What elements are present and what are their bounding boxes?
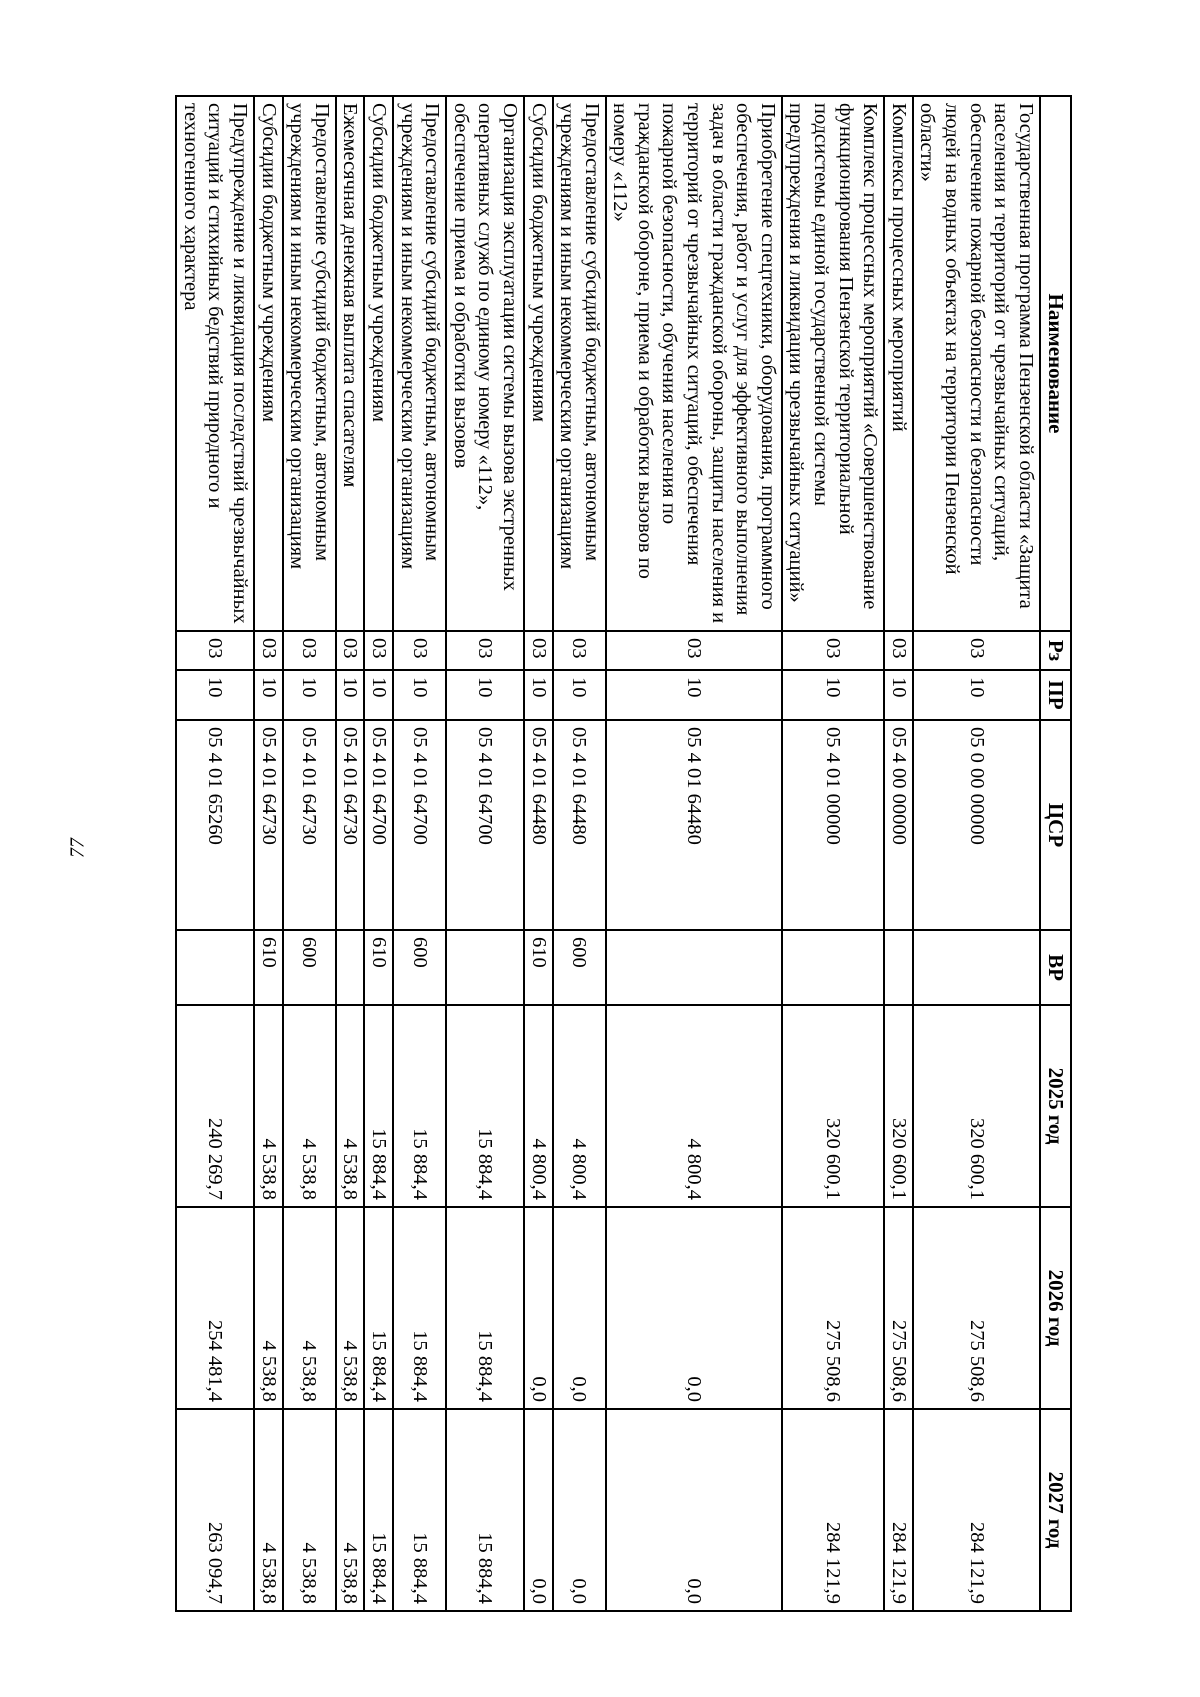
row-pr: 10 <box>393 670 446 720</box>
row-pr: 10 <box>176 670 254 720</box>
row-2027: 0,0 <box>524 1409 553 1611</box>
row-csr: 05 4 01 64730 <box>336 720 365 930</box>
table-body <box>176 96 1040 1611</box>
row-pr: 10 <box>606 670 782 720</box>
row-csr: 05 4 01 64730 <box>254 720 283 930</box>
row-vr <box>446 930 524 1005</box>
header-name: Наименование <box>1040 96 1071 631</box>
row-2027: 284 121,9 <box>884 1409 913 1611</box>
page-number: 77 <box>66 838 89 858</box>
table-row <box>606 96 782 1611</box>
row-vr <box>336 930 365 1005</box>
row-name: Ежемесячная денежная выплата спасателям <box>336 96 365 631</box>
table-row <box>446 96 524 1611</box>
row-2026: 15 884,4 <box>364 1207 393 1409</box>
row-2027: 15 884,4 <box>364 1409 393 1611</box>
row-pr: 10 <box>553 670 606 720</box>
header-vr: ВР <box>1040 930 1071 1005</box>
row-rz: 03 <box>364 631 393 670</box>
row-csr: 05 0 00 00000 <box>913 720 1040 930</box>
row-2025: 4 538,8 <box>336 1005 365 1207</box>
row-vr <box>606 930 782 1005</box>
table-row <box>553 96 606 1611</box>
row-2027: 0,0 <box>606 1409 782 1611</box>
header-2026: 2026 год <box>1040 1207 1071 1409</box>
row-rz: 03 <box>606 631 782 670</box>
row-vr: 600 <box>393 930 446 1005</box>
row-2026: 275 508,6 <box>913 1207 1040 1409</box>
row-csr: 05 4 01 64700 <box>446 720 524 930</box>
row-rz: 03 <box>176 631 254 670</box>
header-csr: ЦСР <box>1040 720 1071 930</box>
row-pr: 10 <box>524 670 553 720</box>
row-2025: 320 600,1 <box>884 1005 913 1207</box>
row-csr: 05 4 01 64700 <box>364 720 393 930</box>
row-2025: 15 884,4 <box>446 1005 524 1207</box>
table-row <box>364 96 393 1611</box>
row-2027: 4 538,8 <box>254 1409 283 1611</box>
row-name: Субсидии бюджетным учреждениям <box>254 96 283 631</box>
row-2026: 4 538,8 <box>283 1207 336 1409</box>
table-row <box>884 96 913 1611</box>
row-name: Субсидии бюджетным учреждениям <box>524 96 553 631</box>
row-pr: 10 <box>283 670 336 720</box>
row-2026: 275 508,6 <box>884 1207 913 1409</box>
table-row <box>524 96 553 1611</box>
table-row <box>393 96 446 1611</box>
row-csr: 05 4 01 65260 <box>176 720 254 930</box>
row-2026: 0,0 <box>553 1207 606 1409</box>
row-2025: 320 600,1 <box>913 1005 1040 1207</box>
row-2025: 15 884,4 <box>393 1005 446 1207</box>
row-name: Предоставление субсидий бюджетным, автономным учреждениям и иным некоммерческим организациям <box>283 96 336 631</box>
row-vr: 610 <box>524 930 553 1005</box>
table-row <box>254 96 283 1611</box>
header-rz: Рз <box>1040 631 1071 670</box>
row-vr: 610 <box>364 930 393 1005</box>
row-2026: 15 884,4 <box>446 1207 524 1409</box>
row-name: Предоставление субсидий бюджетным, автономным учреждениям и иным некоммерческим организациям <box>393 96 446 631</box>
row-2025: 4 800,4 <box>524 1005 553 1207</box>
row-2026: 275 508,6 <box>782 1207 884 1409</box>
row-rz: 03 <box>884 631 913 670</box>
row-2026: 0,0 <box>524 1207 553 1409</box>
row-vr: 600 <box>283 930 336 1005</box>
row-2027: 0,0 <box>553 1409 606 1611</box>
table-row <box>913 96 1040 1611</box>
row-2025: 4 538,8 <box>283 1005 336 1207</box>
table-header-row <box>1040 96 1071 1611</box>
row-2026: 0,0 <box>606 1207 782 1409</box>
budget-table <box>175 95 1072 1612</box>
row-2027: 4 538,8 <box>283 1409 336 1611</box>
row-pr: 10 <box>913 670 1040 720</box>
row-vr <box>782 930 884 1005</box>
row-name: Предоставление субсидий бюджетным, автономным учреждениям и иным некоммерческим организациям <box>553 96 606 631</box>
row-vr: 610 <box>254 930 283 1005</box>
row-2026: 254 481,4 <box>176 1207 254 1409</box>
row-rz: 03 <box>336 631 365 670</box>
row-2026: 4 538,8 <box>254 1207 283 1409</box>
table-row <box>283 96 336 1611</box>
row-csr: 05 4 01 64480 <box>606 720 782 930</box>
row-csr: 05 4 00 00000 <box>884 720 913 930</box>
row-rz: 03 <box>913 631 1040 670</box>
row-name: Предупреждение и ликвидация последствий чрезвычайных ситуаций и стихийных бедствий природного и техногенного характера <box>176 96 254 631</box>
row-vr <box>884 930 913 1005</box>
row-2025: 4 800,4 <box>553 1005 606 1207</box>
row-2027: 284 121,9 <box>782 1409 884 1611</box>
row-pr: 10 <box>782 670 884 720</box>
row-rz: 03 <box>524 631 553 670</box>
row-vr: 600 <box>553 930 606 1005</box>
header-pr: ПР <box>1040 670 1071 720</box>
header-2027: 2027 год <box>1040 1409 1071 1611</box>
row-name: Комплексы процессных мероприятий <box>884 96 913 631</box>
row-rz: 03 <box>446 631 524 670</box>
row-csr: 05 4 01 64700 <box>393 720 446 930</box>
row-vr <box>176 930 254 1005</box>
table-row <box>336 96 365 1611</box>
header-2025: 2025 год <box>1040 1005 1071 1207</box>
row-2025: 4 800,4 <box>606 1005 782 1207</box>
row-rz: 03 <box>393 631 446 670</box>
row-pr: 10 <box>336 670 365 720</box>
row-rz: 03 <box>553 631 606 670</box>
table-row <box>176 96 254 1611</box>
row-2025: 240 269,7 <box>176 1005 254 1207</box>
row-pr: 10 <box>446 670 524 720</box>
row-csr: 05 4 01 00000 <box>782 720 884 930</box>
row-name: Субсидии бюджетным учреждениям <box>364 96 393 631</box>
row-2027: 263 094,7 <box>176 1409 254 1611</box>
table-row <box>782 96 884 1611</box>
row-name: Приобретение спецтехники, оборудования, программного обеспечения, работ и услуг для эффективного выполнения задач в области гражданской обороны, защиты населения и территорий от чрезвычайных ситуаций, обеспечения пожарной безопасности, обучения населения по гражданской обороне, приема и обработки вызовов по номеру «112» <box>606 96 782 631</box>
row-csr: 05 4 01 64480 <box>553 720 606 930</box>
row-csr: 05 4 01 64730 <box>283 720 336 930</box>
row-rz: 03 <box>254 631 283 670</box>
row-csr: 05 4 01 64480 <box>524 720 553 930</box>
row-name: Государственная программа Пензенской области «Защита населения и территорий от чрезвычайных ситуаций, обеспечение пожарной безопасности и безопасности людей на водных объектах на территории Пензенской области» <box>913 96 1040 631</box>
row-2026: 15 884,4 <box>393 1207 446 1409</box>
row-2027: 284 121,9 <box>913 1409 1040 1611</box>
row-pr: 10 <box>884 670 913 720</box>
row-2027: 15 884,4 <box>393 1409 446 1611</box>
row-pr: 10 <box>364 670 393 720</box>
row-2026: 4 538,8 <box>336 1207 365 1409</box>
row-vr <box>913 930 1040 1005</box>
row-rz: 03 <box>283 631 336 670</box>
row-2027: 15 884,4 <box>446 1409 524 1611</box>
row-name: Организация эксплуатации системы вызова экстренных оперативных служб по единому номеру «112», обеспечение приема и обработки вызовов <box>446 96 524 631</box>
row-2025: 4 538,8 <box>254 1005 283 1207</box>
row-name: Комплекс процессных мероприятий «Совершенствование функционирования Пензенской территориальной подсистемы единой государственной системы предупреждения и ликвидации чрезвычайных ситуаций» <box>782 96 884 631</box>
row-rz: 03 <box>782 631 884 670</box>
row-2027: 4 538,8 <box>336 1409 365 1611</box>
row-2025: 320 600,1 <box>782 1005 884 1207</box>
rotated-table-container <box>127 95 1072 1610</box>
row-pr: 10 <box>254 670 283 720</box>
row-2025: 15 884,4 <box>364 1005 393 1207</box>
